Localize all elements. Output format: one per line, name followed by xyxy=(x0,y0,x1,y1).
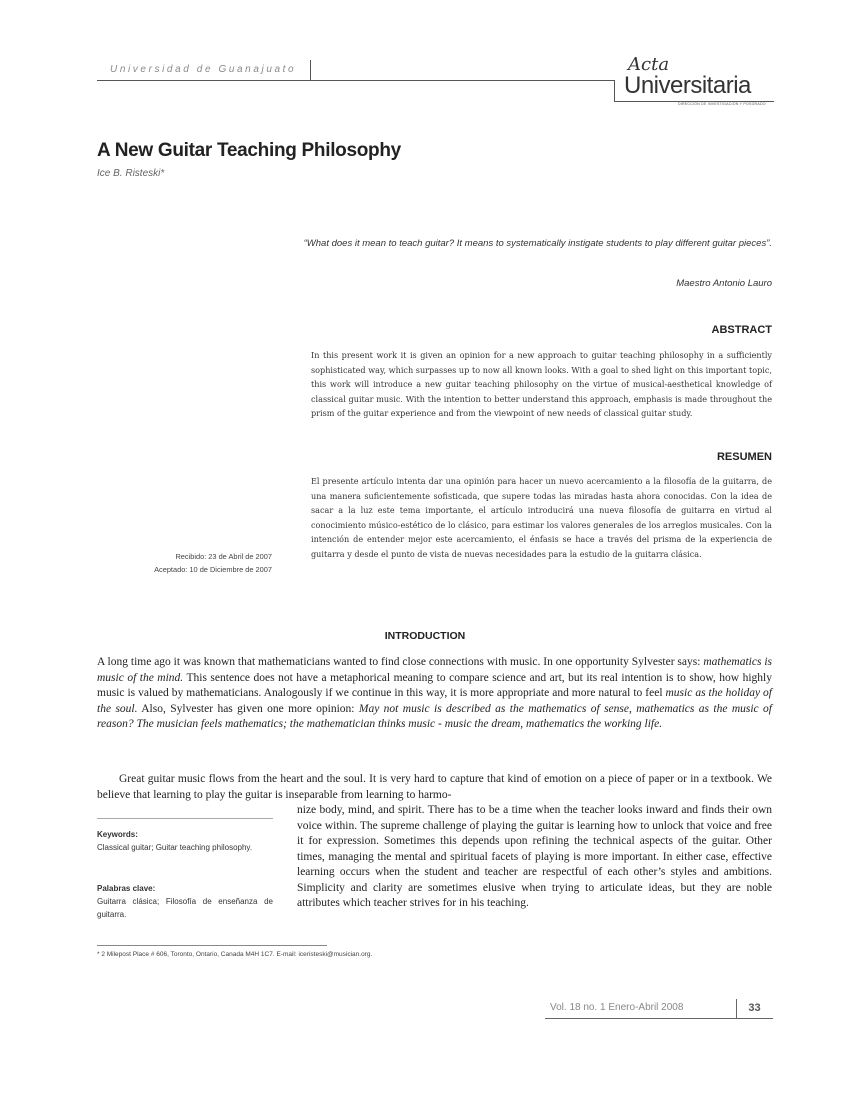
header-divider xyxy=(310,60,311,80)
introduction-paragraph-3: nize body, mind, and spirit. There has to be a time when the teacher looks inward and finds their own voice within. The supreme challenge of playing the guitar is learning how to unlock that voice and free it for expression. Sometimes this depends upon refining the technical aspects of the guitar. Other times, managing the mental and spiritual facets of playing is more important. In either case, effective learning occurs when the student and teacher are respectful of each other’s styles and ambitions. Simplicity and clarity are sometimes elusive when trying to articulate ideas, but they are noble attributes which teacher strives for in his teaching. xyxy=(297,804,772,909)
intro-p1-emphasis-d: music as the holiday of the soul. xyxy=(97,687,772,715)
volume-info: Vol. 18 no. 1 Enero-Abril 2008 xyxy=(550,1002,684,1013)
footer-rule xyxy=(545,1018,773,1019)
received-date: Recibido: 23 de Abril de 2007 xyxy=(175,552,272,561)
introduction-paragraph-1 xyxy=(97,655,772,733)
intro-p1-emphasis-b: mathematics is music of the mind. xyxy=(97,656,772,684)
footnote-rule xyxy=(97,945,327,946)
keywords-block xyxy=(97,828,273,854)
intro-p1-text-c: This sentence does not have a metaphorical meaning to compare science and art, but its real intention is to show, how highly music is valued by mathematicians. Analogously if we continue in this way, it is more appropriate and more natural to feel xyxy=(97,671,772,699)
header-rule-vertical xyxy=(614,80,615,102)
footnote: * 2 Milepost Place # 606, Toronto, Ontario, Canada M4H 1C7. E-mail: iceristeski@musician.org. xyxy=(97,951,373,958)
resumen-text: El presente artículo intenta dar una opinión para hacer un nuevo acercamiento a la filosofía de la guitarra, de una manera suficientemente sofisticada, que supere todas las miradas hasta ahora conocidas. Con la idea de sacar a la luz este tema importante, el artículo introducirá una nueva filosofía de guitarra en virtud al conocimiento músico-estético de lo clásico, para estimar los valores generales de los arreglos musicales. Con la intención de entender mejor este acercamiento, el énfasis se hace a través del prisma de la experiencia de guitarra y desde el punto de vista de nuevas necesidades para la estudio de la guitarra clásica. xyxy=(311,476,772,559)
article-dates xyxy=(120,550,272,576)
introduction-heading: INTRODUCTION xyxy=(384,630,466,642)
palabras-clave-block xyxy=(97,882,273,921)
journal-logo-subtitle: DIRECCIÓN DE INVESTIGACIÓN Y POSGRADO xyxy=(678,102,766,106)
journal-logo xyxy=(622,54,777,110)
keywords-rule xyxy=(97,818,273,819)
intro-p1-text-a: A long time ago it was known that mathematicians wanted to find close connections with music. In one opportunity Sylvester says: xyxy=(97,656,704,668)
epigraph-quote: “What does it mean to teach guitar? It means to systematically instigate students to play different guitar pieces”. xyxy=(303,238,772,249)
palabras-clave-label: Palabras clave: xyxy=(97,884,156,893)
intro-p1-text-e: Also, Sylvester has given one more opinion: xyxy=(137,702,359,715)
article-title: A New Guitar Teaching Philosophy xyxy=(97,140,401,161)
keywords-text: Classical guitar; Guitar teaching philosophy. xyxy=(97,843,253,852)
resumen-heading: RESUMEN xyxy=(716,451,772,463)
intro-p1-emphasis-f: May not music is described as the mathematics of sense, mathematics as the music of reason? The musician feels mathematics; the mathematician thinks music - music the dream, mathematics the working life. xyxy=(97,702,772,730)
palabras-clave-text: Guitarra clásica; Filosofía de enseñanza de guitarra. xyxy=(97,897,273,919)
header-rule xyxy=(97,80,614,81)
institution-name: Universidad de Guanajuato xyxy=(110,64,297,75)
journal-logo-acta: Acta xyxy=(628,54,670,75)
epigraph-attribution: Maestro Antonio Lauro xyxy=(676,278,772,289)
keywords-label: Keywords: xyxy=(97,830,138,839)
journal-logo-universitaria: Universitaria xyxy=(624,72,751,99)
introduction-paragraph-2: Great guitar music flows from the heart and the soul. It is very hard to capture that kind of emotion on a piece of paper or in a textbook. We believe that learning to play the guitar is inseparable from learning to harmo- xyxy=(97,773,772,801)
abstract-heading: ABSTRACT xyxy=(711,324,772,336)
page-number: 33 xyxy=(736,999,772,1018)
abstract-text: In this present work it is given an opinion for a new approach to guitar teaching philosophy in a sufficiently sophisticated way, which surpasses up to now all known looks. With a goal to shed light on this important topic, this work will introduce a new guitar teaching philosophy on the virtue of musical-aesthetical knowledge of classical guitar music. With the intention to better understand this approach, emphasis is made throughout the prism of the guitar experience and from the viewpoint of new needs of classical guitar study. xyxy=(311,350,772,418)
article-author: Ice B. Risteski* xyxy=(97,168,165,179)
accepted-date: Aceptado: 10 de Diciembre de 2007 xyxy=(154,565,272,574)
